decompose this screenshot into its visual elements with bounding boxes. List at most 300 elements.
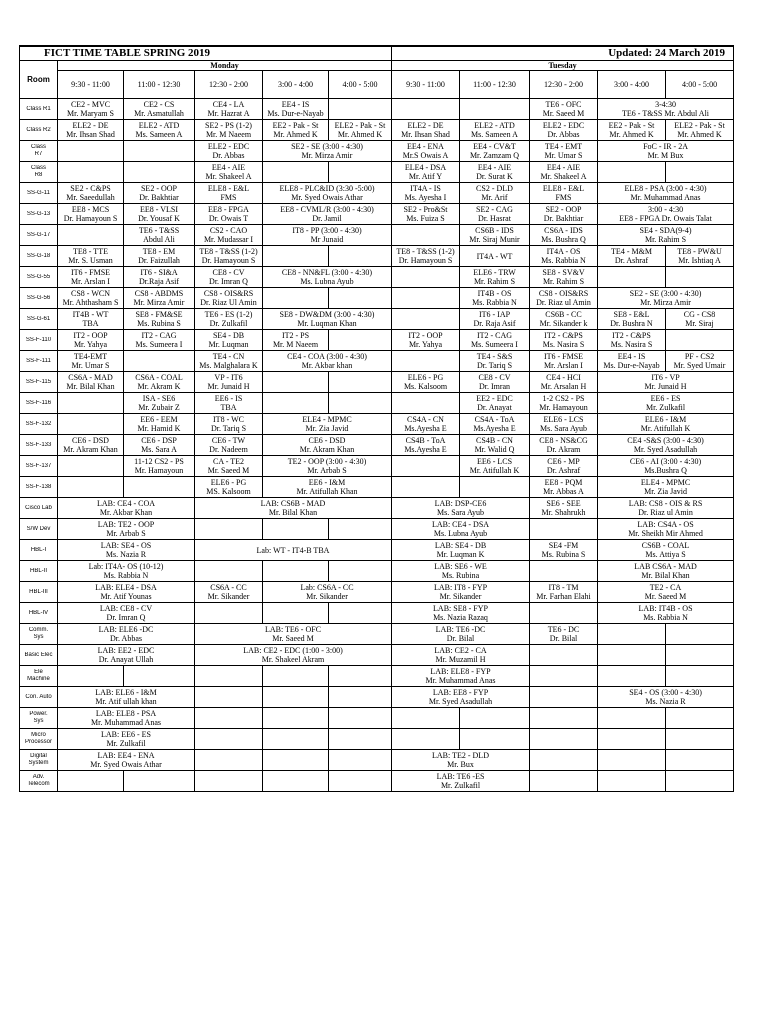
- session-course: LAB: SE4 - OS: [100, 541, 152, 550]
- session-course: ELE6 - I&M: [644, 415, 687, 424]
- session-course: IT4A - IS: [410, 184, 441, 193]
- class-session: [124, 120, 195, 141]
- room-name-line: SS-F-137: [25, 462, 52, 469]
- class-session: [460, 204, 530, 225]
- class-session: [58, 183, 124, 204]
- class-session: [598, 141, 734, 162]
- class-session: [124, 246, 195, 267]
- session-detail: Dr. Jamil: [312, 214, 342, 223]
- class-session: [58, 603, 195, 624]
- empty-slot: [195, 687, 263, 708]
- class-session: [530, 351, 598, 372]
- room-name: [20, 771, 58, 792]
- session-detail: Mr. Zia Javid: [644, 487, 687, 496]
- session-course: LAB: CE2 - CA: [434, 646, 487, 655]
- room-name: [20, 141, 58, 162]
- empty-slot: [124, 141, 195, 162]
- class-session: [530, 477, 598, 498]
- session-course: IT6 - IAP: [478, 310, 511, 319]
- session-detail: Mr. Siraj: [685, 319, 714, 328]
- session-course: 3:00 - 4:30: [647, 205, 684, 214]
- class-session: [263, 351, 392, 372]
- session-detail: Mr. M Bux: [647, 151, 684, 160]
- room-row: [20, 666, 734, 687]
- session-course: ELE6 - LCS: [543, 415, 584, 424]
- empty-slot: [598, 645, 666, 666]
- session-detail: MS. Kalsoom: [206, 487, 251, 496]
- session-course: ELE2 - Pak - St: [334, 121, 386, 130]
- session-detail: Mr. Syed Umair: [673, 361, 726, 370]
- session-course: CS6B - IDS: [475, 226, 514, 235]
- class-session: [195, 372, 263, 393]
- class-session: [460, 330, 530, 351]
- session-course: CE6 - MP: [547, 457, 580, 466]
- class-session: [530, 309, 598, 330]
- session-course: VP - IT6: [214, 373, 243, 382]
- session-detail: Dr. Tariq S: [210, 424, 247, 433]
- session-course: FoC - IR - 2A: [643, 142, 688, 151]
- session-course: LAB: TE6 -DC: [435, 625, 486, 634]
- empty-slot: [460, 708, 530, 729]
- empty-slot: [58, 393, 124, 414]
- empty-slot: [460, 99, 530, 120]
- class-session: [598, 120, 666, 141]
- session-course: CS8 - ABDMS: [134, 289, 184, 298]
- room-name: [20, 99, 58, 120]
- session-detail: Mr. Yahya: [408, 340, 443, 349]
- session-detail: Dr. Abbas: [110, 634, 142, 643]
- session-course: LAB: CE4 - COA: [97, 499, 155, 508]
- session-detail: Dr. Anayat: [477, 403, 512, 412]
- session-detail: Mr. Atifullah K: [640, 424, 691, 433]
- room-name: [20, 120, 58, 141]
- class-session: [124, 330, 195, 351]
- room-row: [20, 225, 734, 246]
- room-name: [20, 309, 58, 330]
- session-course: LAB: ELE6 - I&M: [95, 688, 157, 697]
- session-detail: Mr. Umar S: [544, 151, 583, 160]
- class-session: [392, 519, 530, 540]
- session-course: CS6B - CC: [545, 310, 582, 319]
- class-session: [263, 141, 392, 162]
- session-detail: Mr. Atifullah Khan: [296, 487, 358, 496]
- class-session: [392, 162, 460, 183]
- class-session: [530, 204, 598, 225]
- session-course: CE6 - TW: [211, 436, 246, 445]
- time-slot: 4:00 - 5:00: [329, 71, 392, 99]
- session-detail: Dr. Riaz Ul Amin: [200, 298, 257, 307]
- class-session: [58, 288, 124, 309]
- session-detail: Mr. Arbab S: [307, 466, 347, 475]
- session-detail: Mr. Luqman: [208, 340, 249, 349]
- session-course: IT4B - OS: [477, 289, 512, 298]
- empty-slot: [392, 288, 460, 309]
- updated-date: Updated: 24 March 2019: [392, 46, 734, 61]
- session-course: Lab: WT - IT4-B TBA: [256, 545, 330, 555]
- session-course: LAB: DSP-CE6: [434, 499, 487, 508]
- room-name-line: HBL-IV: [28, 609, 49, 616]
- class-session: [195, 225, 263, 246]
- room-name-line: R7: [34, 151, 43, 157]
- session-course: SE2 - PS (1-2): [205, 121, 252, 130]
- empty-slot: [530, 645, 598, 666]
- session-detail: Mr. Zulkafil: [106, 739, 146, 748]
- class-session: [124, 309, 195, 330]
- room-row: [20, 351, 734, 372]
- class-session: [195, 624, 392, 645]
- session-course: CS6A - MAD: [68, 373, 113, 382]
- session-detail: Mr. Syed Owais Athar: [291, 193, 363, 202]
- empty-slot: [530, 729, 598, 750]
- session-detail: Ms. Rabbia N: [472, 298, 517, 307]
- session-course: SE8 - DW&DM (3:00 - 4:30): [279, 310, 375, 319]
- class-session: [195, 183, 263, 204]
- room-name: [20, 372, 58, 393]
- empty-slot: [666, 162, 734, 183]
- empty-slot: [666, 729, 734, 750]
- room-name: [20, 645, 58, 666]
- room-row: [20, 120, 734, 141]
- room-name: [20, 414, 58, 435]
- class-session: [598, 498, 734, 519]
- session-detail: Mr. Bilal Khan: [641, 571, 690, 580]
- class-session: [530, 267, 598, 288]
- class-session: [124, 456, 195, 477]
- session-course: ELE2 - EDC: [207, 142, 250, 151]
- session-course: SE4 -FM: [548, 541, 579, 550]
- class-session: [530, 414, 598, 435]
- room-name-line: Digital: [30, 753, 47, 759]
- room-row: [20, 141, 734, 162]
- session-detail: Dr. Riaz ul Amin: [536, 298, 591, 307]
- room-name-line: Sys: [33, 634, 44, 640]
- session-course: IT2 - CAG: [476, 331, 513, 340]
- session-detail: Mr. Saeed M: [644, 592, 687, 601]
- session-course: TE2 - CA: [649, 583, 682, 592]
- room-row: [20, 99, 734, 120]
- room-name-line: Class R2: [26, 126, 51, 133]
- session-course: SE4 - SDA(9-4): [639, 226, 692, 235]
- session-course: TE8 - PW&U: [677, 247, 722, 256]
- session-course: TE6 - OFC: [545, 100, 582, 109]
- session-course: SE8 - SV&V: [542, 268, 585, 277]
- room-name: [20, 267, 58, 288]
- session-detail: Ms. Lubna Ayub: [433, 529, 488, 538]
- session-course: EE4 - IS: [281, 100, 310, 109]
- session-course: EE2 - EDC: [476, 394, 513, 403]
- class-session: [58, 435, 124, 456]
- class-session: [58, 708, 195, 729]
- session-detail: Ms.Ayesha E: [404, 424, 447, 433]
- session-course: LAB: SE8 - FYP: [433, 604, 488, 613]
- room-row: [20, 519, 734, 540]
- session-course: TE4-EMT: [73, 352, 108, 361]
- empty-slot: [530, 603, 598, 624]
- session-course: EE4 - AIE: [211, 163, 246, 172]
- room-row: [20, 162, 734, 183]
- room-row: [20, 645, 734, 666]
- empty-slot: [195, 561, 263, 582]
- class-session: [263, 267, 392, 288]
- room-row: [20, 477, 734, 498]
- session-course: ELE2 - ATD: [474, 121, 515, 130]
- class-session: [263, 477, 392, 498]
- session-detail: Mr. Sheikh Mir Ahmed: [628, 529, 703, 538]
- room-name-line: Micro: [31, 732, 46, 738]
- session-course: CE4 - HCI: [546, 373, 581, 382]
- session-course: TE4 - EMT: [544, 142, 583, 151]
- session-detail: Mr. Saeedullah: [66, 193, 115, 202]
- session-detail: Mr. Zulkafil: [440, 781, 481, 790]
- empty-slot: [666, 708, 734, 729]
- session-detail: EE8 - FPGA Dr. Owais Talat: [619, 214, 712, 223]
- room-name: [20, 225, 58, 246]
- session-course: LAB: ELE6 -DC: [98, 625, 154, 634]
- room-name: [20, 477, 58, 498]
- class-session: [124, 204, 195, 225]
- class-session: [263, 309, 392, 330]
- time-slot: 4:00 - 5:00: [666, 71, 734, 99]
- room-name: [20, 456, 58, 477]
- session-course: EE2 - Pak - St: [272, 121, 319, 130]
- session-detail: Ms. Rabbia N: [643, 613, 688, 622]
- class-session: [195, 582, 263, 603]
- session-detail: Mr. Shahrukh: [541, 508, 586, 517]
- session-detail: Dr. Imran Q: [209, 277, 248, 286]
- room-row: [20, 708, 734, 729]
- room-name-line: SS-F-138: [25, 483, 52, 490]
- session-detail: Mr. Syed Asadullah: [633, 445, 698, 454]
- empty-slot: [460, 477, 530, 498]
- class-session: [392, 687, 530, 708]
- class-session: [263, 183, 392, 204]
- session-course: CS6A - CC: [210, 583, 247, 592]
- empty-slot: [598, 729, 666, 750]
- class-session: [124, 267, 195, 288]
- class-session: [530, 540, 598, 561]
- session-detail: Mr.S Owais A: [402, 151, 449, 160]
- session-detail: Mr. Sikander k: [539, 319, 588, 328]
- empty-slot: [329, 330, 392, 351]
- class-session: [598, 99, 734, 120]
- class-session: [392, 666, 530, 687]
- session-detail: Dr. Hasrat: [478, 214, 511, 223]
- class-session: [666, 351, 734, 372]
- session-detail: Ms. Sumeera I: [135, 340, 183, 349]
- class-session: [598, 225, 734, 246]
- session-course: IT4A - WT: [476, 251, 513, 261]
- class-session: [58, 99, 124, 120]
- session-course: EE6 - EEM: [140, 415, 178, 424]
- class-session: [195, 456, 263, 477]
- time-slot: 3:00 - 4:00: [263, 71, 329, 99]
- room-name-line: SS-F-132: [25, 420, 52, 427]
- empty-slot: [666, 771, 734, 792]
- session-course: SE2 - OOP: [140, 184, 177, 193]
- class-session: [58, 267, 124, 288]
- empty-slot: [195, 750, 263, 771]
- session-course: 11-12 CS2 - PS: [134, 457, 184, 466]
- session-detail: Dr. Raja Asif: [473, 319, 516, 328]
- room-name-line: SS-F-116: [25, 399, 52, 406]
- session-course: SE2 - C&PS: [70, 184, 111, 193]
- session-course: CE8 - NN&FL (3:00 - 4:30): [281, 268, 373, 277]
- session-course: LAB: EE8 - FYP: [432, 688, 489, 697]
- class-session: [392, 603, 530, 624]
- session-course: CE2 - MVC: [70, 100, 111, 109]
- class-session: [195, 246, 263, 267]
- class-session: [263, 330, 329, 351]
- class-session: [263, 99, 329, 120]
- empty-slot: [666, 624, 734, 645]
- class-session: [124, 435, 195, 456]
- empty-slot: [329, 393, 392, 414]
- class-session: [598, 309, 666, 330]
- session-course: EE6 - I&M: [308, 478, 346, 487]
- session-course: SE4 - DB: [212, 331, 245, 340]
- class-session: [392, 750, 530, 771]
- empty-slot: [263, 708, 329, 729]
- session-course: LAB: ELE4 - DSA: [95, 583, 157, 592]
- session-detail: Mr. Akbar khan: [301, 361, 353, 370]
- session-detail: Mr. Yahya: [73, 340, 108, 349]
- session-course: EE4 - AIE: [477, 163, 512, 172]
- empty-slot: [329, 750, 392, 771]
- room-name: [20, 729, 58, 750]
- session-course: SE6 - SEE: [546, 499, 581, 508]
- session-detail: Mr. Arsalan H: [540, 382, 587, 391]
- session-course: EE8 - CVML/R (3:00 - 4:30): [280, 205, 374, 214]
- session-detail: Mr. Syed Asadullah: [428, 697, 493, 706]
- room-row: [20, 393, 734, 414]
- session-detail: Mr Junaid: [310, 235, 344, 244]
- session-detail: Ms. Lubna Ayub: [300, 277, 354, 286]
- session-detail: Dr. Bakhtiar: [139, 193, 179, 202]
- session-course: LAB: ELE8 - PSA: [95, 709, 157, 718]
- session-course: LAB: TE6 -ES: [436, 772, 485, 781]
- empty-slot: [530, 708, 598, 729]
- session-course: EE4 - AIE: [546, 163, 581, 172]
- empty-slot: [392, 309, 460, 330]
- session-detail: Mr. Hamayoun: [539, 403, 588, 412]
- session-detail: Mr. Arbab S: [106, 529, 146, 538]
- session-course: IT2 - OOP: [73, 331, 108, 340]
- session-course: TE4 - M&M: [611, 247, 652, 256]
- class-session: [460, 183, 530, 204]
- class-session: [598, 288, 734, 309]
- class-session: [460, 267, 530, 288]
- time-slot: 12:30 - 2:00: [195, 71, 263, 99]
- session-detail: Mr. Bilal Khan: [66, 382, 115, 391]
- class-session: [598, 393, 734, 414]
- session-course: ELE4 - MPMC: [302, 415, 352, 424]
- session-detail: Ms. Rabbia N: [541, 256, 586, 265]
- class-session: [598, 372, 734, 393]
- room-name: [20, 666, 58, 687]
- room-name: [20, 183, 58, 204]
- empty-slot: [195, 519, 263, 540]
- session-course: ELE2 - Pak - St: [674, 121, 725, 130]
- session-detail: Mr. Sikander: [306, 592, 348, 601]
- session-course: LAB: CE8 - CV: [99, 604, 153, 613]
- day-tuesday: Tuesday: [392, 61, 734, 71]
- session-detail: Mr. Hamid K: [137, 424, 181, 433]
- session-course: CE4 - COA (3:00 - 4:30): [287, 352, 367, 361]
- empty-slot: [392, 99, 460, 120]
- session-course: EE6 - IS: [214, 394, 243, 403]
- room-name-line: SS-G-17: [26, 231, 51, 238]
- empty-slot: [124, 771, 195, 792]
- class-session: [263, 435, 392, 456]
- room-name-line: R8: [34, 172, 43, 178]
- class-session: [263, 204, 392, 225]
- session-detail: Ms. Nasira S: [542, 340, 585, 349]
- session-detail: Ms. Rabbia N: [103, 571, 149, 580]
- session-course: IT2 - OOP: [408, 331, 443, 340]
- room-name-line: HBL-I: [30, 546, 47, 553]
- empty-slot: [263, 246, 329, 267]
- room-row: [20, 561, 734, 582]
- class-session: [124, 372, 195, 393]
- session-course: TE2 - OOP (3:00 - 4:30): [287, 457, 367, 466]
- empty-slot: [263, 603, 329, 624]
- session-detail: Dr. Hamayoun S: [398, 256, 453, 265]
- session-course: EE2 - Pak - St: [608, 121, 655, 130]
- session-course: SE2 - OOP: [545, 205, 582, 214]
- session-detail: Mr. Junaid H: [207, 382, 250, 391]
- empty-slot: [392, 477, 460, 498]
- session-course: LAB: ELE8 - FYP: [430, 667, 491, 676]
- empty-slot: [263, 729, 329, 750]
- room-row: [20, 540, 734, 561]
- empty-slot: [530, 687, 598, 708]
- room-row: [20, 498, 734, 519]
- session-course: CE4 -S&S (3:00 - 4:30): [627, 436, 704, 445]
- class-session: [460, 351, 530, 372]
- session-detail: Ms. Malghalara K: [199, 361, 258, 370]
- session-detail: Mr. Rahim S: [542, 277, 585, 286]
- session-course: TE4 - CN: [212, 352, 245, 361]
- room-name: [20, 330, 58, 351]
- session-detail: Mr. Bilal Khan: [268, 508, 318, 517]
- session-detail: Dr. Owais T: [208, 214, 249, 223]
- session-detail: Mr. Saeed M: [207, 466, 250, 475]
- class-session: [460, 309, 530, 330]
- session-detail: Ms. Nazia R: [645, 697, 686, 706]
- session-course: SE2 - SE (3:00 - 4:30): [291, 142, 363, 151]
- session-detail: Mr. Walid Q: [474, 445, 515, 454]
- class-session: [392, 561, 530, 582]
- empty-slot: [263, 666, 329, 687]
- session-course: ELE4 - MPMC: [640, 478, 691, 487]
- session-detail: Mr. Maryam S: [67, 109, 114, 118]
- room-name: [20, 750, 58, 771]
- room-name: [20, 687, 58, 708]
- session-detail: Dr. Bilal: [549, 634, 578, 643]
- session-course: CE2 - CS: [143, 100, 175, 109]
- room-name-line: Processor: [24, 739, 52, 745]
- class-session: [460, 435, 530, 456]
- room-name-line: Comm.: [28, 627, 49, 633]
- session-detail: Mr. Arif: [481, 193, 508, 202]
- class-session: [392, 414, 460, 435]
- session-detail: Mr. Mudassar I: [203, 235, 254, 244]
- empty-slot: [392, 267, 460, 288]
- session-detail: Mr. Muhammad Anas: [630, 193, 701, 202]
- empty-slot: [124, 477, 195, 498]
- class-session: [598, 204, 734, 225]
- session-course: IT2 - C&PS: [544, 331, 583, 340]
